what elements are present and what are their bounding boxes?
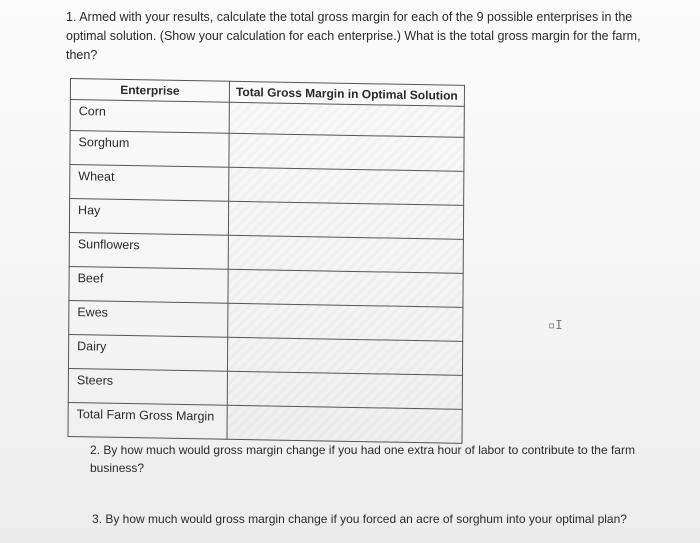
value-cell-steers[interactable] [227, 371, 462, 409]
row-label-dairy: Dairy [68, 334, 227, 371]
row-label-ewes: Ewes [69, 300, 228, 337]
header-enterprise: Enterprise [70, 79, 229, 103]
value-cell-sunflowers[interactable] [228, 235, 463, 273]
enterprise-table [67, 78, 464, 444]
row-label-sorghum: Sorghum [70, 131, 229, 168]
row-label-total: Total Farm Gross Margin [68, 402, 227, 439]
value-cell-beef[interactable] [228, 269, 463, 307]
row-label-beef: Beef [69, 266, 228, 303]
value-cell-wheat[interactable] [229, 167, 464, 205]
value-cell-dairy[interactable] [227, 337, 462, 375]
row-label-wheat: Wheat [70, 165, 229, 202]
row-label-steers: Steers [68, 368, 227, 405]
text-cursor-icon: ▫I [548, 318, 563, 332]
header-total-gross-margin: Total Gross Margin in Optimal Solution [229, 81, 464, 106]
value-cell-corn[interactable] [229, 102, 464, 137]
value-cell-hay[interactable] [228, 201, 463, 239]
question-2-text: 2. By how much would gross margin change if you had one extra hour of labor to contribute to the farm business? [90, 443, 635, 475]
value-cell-sorghum[interactable] [229, 133, 464, 171]
question-1-text: 1. Armed with your results, calculate the total gross margin for each of the 9 possible enterprises in the optimal solution. (Show your calculation for each enterprise.) What is the total gross margin for the farm, then? [66, 10, 641, 62]
value-cell-ewes[interactable] [228, 303, 463, 341]
value-cell-total[interactable] [227, 405, 462, 443]
row-label-sunflowers: Sunflowers [69, 232, 228, 269]
row-label-hay: Hay [69, 198, 228, 235]
row-label-corn: Corn [70, 100, 229, 134]
question-3-text: 3. By how much would gross margin change if you forced an acre of sorghum into your optimal plan? [92, 512, 627, 526]
table-row [68, 402, 462, 443]
